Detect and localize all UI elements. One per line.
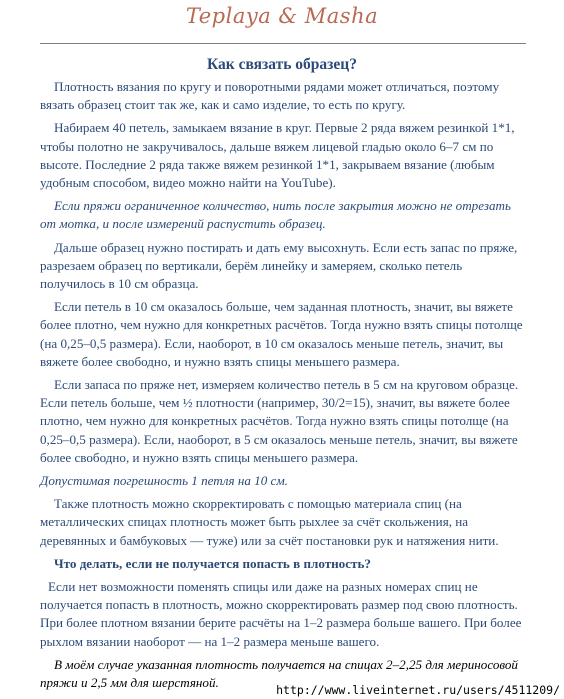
paragraph-intro: Плотность вязания по кругу и поворотными рядами может отличаться, поэтому вязать образец стоит так же, как и само изделие, то есть по кругу. — [40, 79, 500, 113]
paragraph-casting-on: Набираем 40 петель, замыкаем вязание в круг. Первые 2 ряда вяжем резинкой 1*1, чтобы полотно не закручивалось, дальше вяжем лицевой гладью около 6–7 см по высоте. Последние 2 ряда также вяжем резинкой 1*1, закрываем вязание (любым удобным способом, видео можно найти на YouTube). — [40, 120, 515, 191]
paragraph-needle-material: Также плотность можно скорректировать с помощью материала спиц (на металлических спицах плотность может быть рыхлее за счёт скольжения, на деревянных и бамбуковых — туже) или за счёт постановки рук и натяжения нити. — [40, 496, 499, 548]
section-subheading: Что делать, если не получается попасть в плотность? — [54, 555, 371, 571]
brand-logo: Teplaya & Masha — [185, 4, 379, 28]
paragraph-5cm-check: Если запаса по пряже нет, измеряем количество петель в 5 см на круговом образце. Если петель больше, чем ½ плотности (например, 30/2=15), значит, вы вяжете более плотно, чем нужно для конкретных расчётов. Тогда нужно взять спицы потолще (на 0,25–0,5 размера). Если, наоборот, в 5 см оказалось меньше петель, значит, вы вяжете более свободно, и нужно взять спицы меньшего размера. — [40, 377, 519, 465]
article-body — [40, 78, 530, 697]
header-divider — [40, 43, 526, 44]
paragraph-limited-yarn-note: Если пряжи ограниченное количество, нить после закрытия можно не отрезать от мотка, и после измерений распустить образец. — [40, 198, 511, 232]
paragraph-size-adjust: Если нет возможности поменять спицы или даже на разных номерах спиц не получается попасть в плотность, можно скорректировать размер под свою плотность. При более плотном вязании берите расчёты на 1–2 размера больше вашего. При более рыхлом вязании наоборот — на 1–2 размера меньше вашего. — [40, 579, 522, 649]
paragraph-tolerance: Допустимая погрешность 1 петля на 10 см. — [40, 473, 288, 489]
page-title: Как связать образец? — [207, 56, 357, 73]
paragraph-10cm-check: Если петель в 10 см оказалось больше, чем заданная плотность, значит, вы вяжете более плотно, чем нужно для конкретных расчётов. Тогда нужно взять спицы потолще (на 0,25–0,5 размера). Если, наоборот, в 10 см оказалось меньше петель, значит, вы вяжете более свободно, и нужно взять спицы меньшего размера. — [40, 299, 523, 369]
paragraph-final-note: В моём случае указанная плотность получается на спицах 2–2,25 для мериносовой пряжи и 2,5 мм для шерстяной. — [40, 656, 518, 691]
paragraph-washing: Дальше образец нужно постирать и дать ему высохнуть. Если есть запас по пряже, разрезаем образец по вертикали, берём линейку и замеряем, сколько петель получилось в 10 см образца. — [40, 239, 518, 292]
source-watermark: http://www.liveinternet.ru/users/4511209/ — [276, 683, 560, 697]
